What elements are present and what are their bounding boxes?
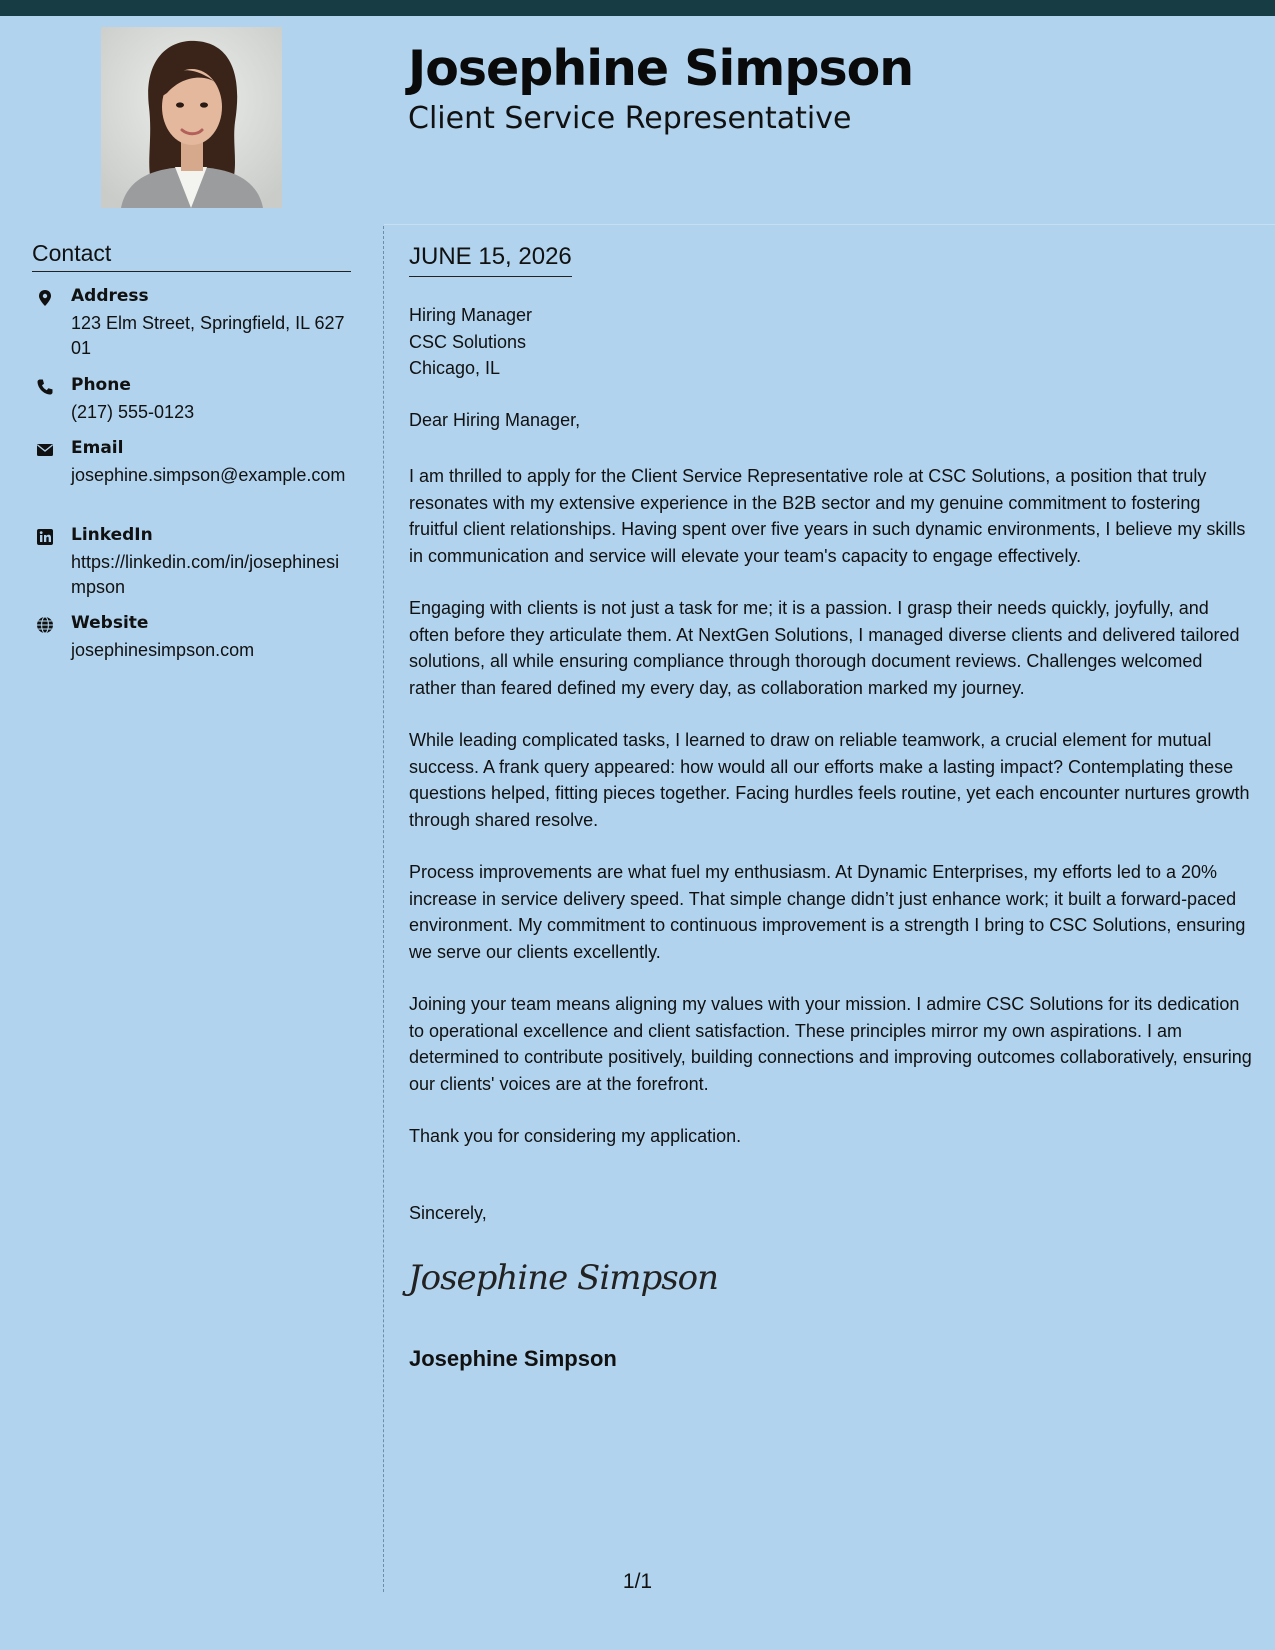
body-paragraph: Joining your team means aligning my values with your mission. I admire CSC Solutions for its dedication to operational excellence and client satisfaction. These principles mirror my own aspirations. I am determined to contribute positively, building connections and improving outcomes collaboratively, ensuring our clients' voices are at the forefront. xyxy=(409,994,1252,1094)
portrait-photo xyxy=(101,27,282,208)
recipient-line: Chicago, IL xyxy=(409,358,501,378)
handwritten-signature: Josephine Simpson xyxy=(408,1258,719,1298)
header-divider xyxy=(384,224,1275,225)
candidate-name: Josephine Simpson xyxy=(408,40,914,97)
top-bar xyxy=(0,0,1275,16)
recipient-line: Hiring Manager xyxy=(409,305,533,325)
body-paragraph: Engaging with clients is not just a task for me; it is a passion. I grasp their needs quickly, joyfully, and often before they articulate them. At NextGen Solutions, I managed diverse clients and delivered tailored solutions, all while ensuring compliance through thorough document reviews. Challenges welcomed rather than feared defined my every day, as collaboration marked my journey. xyxy=(409,598,1240,698)
contact-label: Phone xyxy=(71,375,131,395)
body-paragraph: I am thrilled to apply for the Client Service Representative role at CSC Solutions, a position that truly resonates with my extensive experience in the B2B sector and my genuine commitment to fostering fruitful client relationships. Having spent over five years in such dynamic environments, I believe my skills in communication and service will elevate your team's capacity to engage effectively. xyxy=(409,466,1246,566)
contact-label: LinkedIn xyxy=(71,525,153,545)
body-paragraph: Process improvements are what fuel my enthusiasm. At Dynamic Enterprises, my efforts led to a 20% increase in service delivery speed. That simple change didn’t just enhance work; it built a forward-paced environment. My commitment to continuous improvement is a strength I bring to CSC Solutions, ensuring we serve our clients excellently. xyxy=(409,862,1246,962)
contact-heading: Contact xyxy=(32,240,351,272)
address-value: 123 Elm Street, Springfield, IL 62701 xyxy=(71,313,345,358)
linkedin-value[interactable]: https://linkedin.com/in/josephinesimpson xyxy=(71,552,340,597)
closing: Sincerely, xyxy=(409,1203,487,1223)
body-paragraph: Thank you for considering my application. xyxy=(409,1126,742,1146)
phone-value: (217) 555-0123 xyxy=(71,402,195,422)
globe-icon xyxy=(36,616,54,634)
signer-name: Josephine Simpson xyxy=(409,1346,617,1371)
contact-label: Website xyxy=(71,613,149,633)
avatar xyxy=(101,27,282,208)
recipient-line: CSC Solutions xyxy=(409,331,527,352)
column-divider xyxy=(383,226,384,1592)
website-value[interactable]: josephinesimpson.com xyxy=(71,640,255,660)
body-paragraph: While leading complicated tasks, I learned to draw on reliable teamwork, a crucial element for mutual success. A frank query appeared: how would all our efforts make a lasting impact? Contemplating these questions helped, fitting pieces together. Facing hurdles feels routine, yet each encounter nurtures growth through shared resolve. xyxy=(409,730,1250,830)
envelope-icon xyxy=(36,441,54,459)
job-title: Client Service Representative xyxy=(408,101,852,136)
map-pin-icon xyxy=(36,289,54,307)
contact-label: Email xyxy=(71,438,124,458)
letter-date: JUNE 15, 2026 xyxy=(409,243,572,277)
phone-icon xyxy=(36,378,54,396)
linkedin-icon xyxy=(36,528,54,546)
greeting: Dear Hiring Manager, xyxy=(409,410,581,430)
page-number: 1/1 xyxy=(622,1570,653,1593)
recipient-block xyxy=(409,302,532,382)
email-value[interactable]: josephine.simpson@example.com xyxy=(71,465,346,485)
contact-label: Address xyxy=(71,286,149,306)
